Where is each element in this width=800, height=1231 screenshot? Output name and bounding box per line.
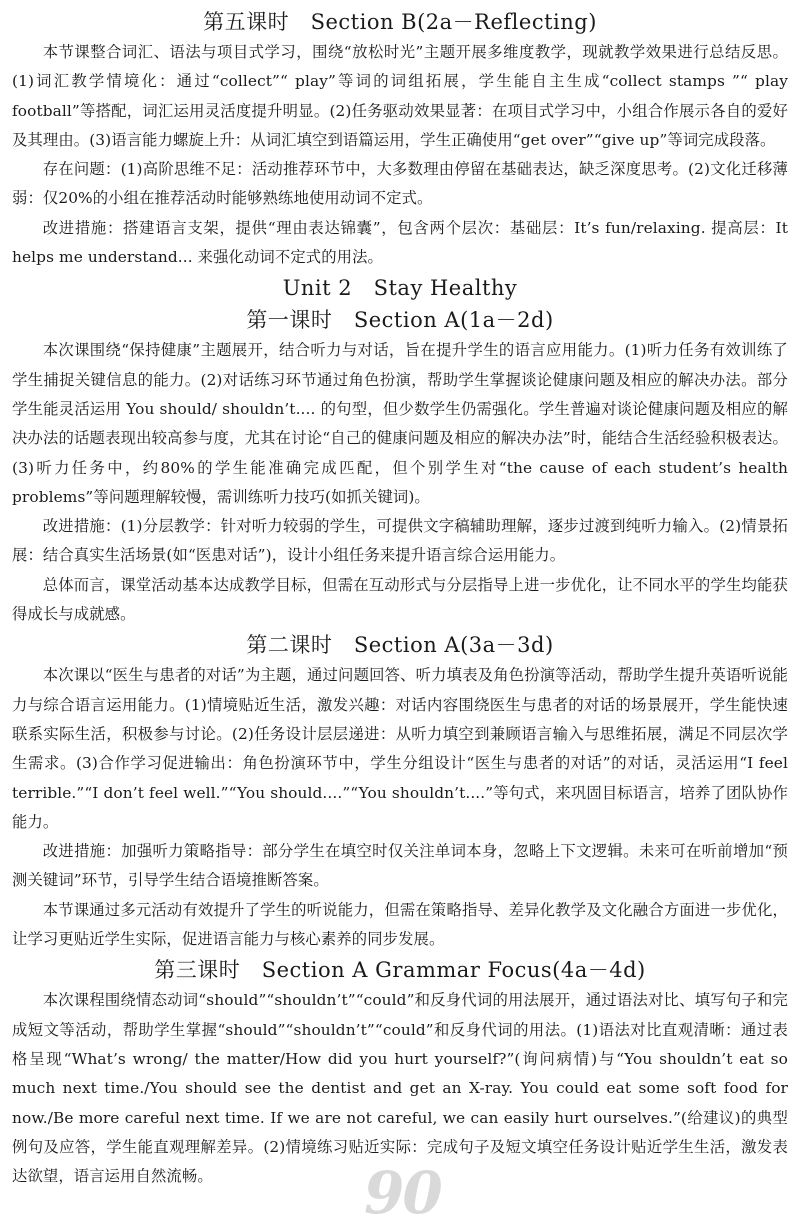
paragraph: 改进措施：搭建语言支架，提供“理由表达锦囊”，包含两个层次：基础层：It’s fun/relaxing. 提高层：It helps me understand... 来强化动词不定式的用法。 (12, 218, 788, 267)
document-body (12, 6, 788, 1191)
paragraph: 改进措施：加强听力策略指导：部分学生在填空时仅关注单词本身，忽略上下文逻辑。未来可在听前增加“预测关键词”环节，引导学生结合语境推断答案。 (12, 842, 788, 890)
paragraph: 本次课以“医生与患者的对话”为主题，通过问题回答、听力填表及角色扮演等活动，帮助学生提升英语听说能力与综合语言运用能力。(1)情境贴近生活，激发兴趣：对话内容围绕医生与患者的对话的场景展开，学生能快速联系实际生活，积极参与讨论。(2)任务设计层层递进：从听力填空到兼顾语言输入与思维拓展，满足不同层次学生需求。(3)合作学习促进输出：角色扮演环节中，学生分组设计“医生与患者的对话”的对话，灵活运用“I feel terrible.”“I don’t feel well.”“You should....”“You shouldn’t....”等句式，来巩固目标语言，培养了团队协作能力。 (12, 666, 788, 831)
paragraph: 本次课围绕“保持健康”主题展开，结合听力与对话，旨在提升学生的语言应用能力。(1)听力任务有效训练了学生捕捉关键信息的能力。(2)对话练习环节通过角色扮演，帮助学生掌握谈论健康问题及相应的解决办法。部分学生能灵活运用 You should/ shouldn’t.... 的句型，但少数学生仍需强化。学生普遍对谈论健康问题及相应的解决办法的话题表现出较高参与度，尤其在讨论“自己的健康问题及相应的解决办法”时，能结合生活经验积极表达。(3)听力任务中，约80%的学生能准确完成匹配，但个别学生对“the cause of each student’s health problems”等问题理解较慢，需训练听力技巧(如抓关键词)。 (12, 341, 788, 506)
unit-heading: Unit 2 Stay Healthy (282, 276, 518, 301)
section-heading: 第二课时 Section A(3a－3d) (246, 633, 554, 658)
paragraph: 改进措施：(1)分层教学：针对听力较弱的学生，可提供文字稿辅助理解，逐步过渡到纯听力输入。(2)情景拓展：结合真实生活场景(如“医患对话”)，设计小组任务来提升语言综合运用能力。 (12, 517, 788, 565)
section-heading: 第五课时 Section B(2a－Reflecting) (203, 10, 597, 34)
paragraph: 本节课通过多元活动有效提升了学生的听说能力，但需在策略指导、差异化教学及文化融合方面进一步优化，让学习更贴近学生实际，促进语言能力与核心素养的同步发展。 (12, 900, 788, 949)
paragraph: 总体而言，课堂活动基本达成教学目标，但需在互动形式与分层指导上进一步优化，让不同水平的学生均能获得成长与成就感。 (12, 575, 788, 624)
paragraph: 本次课程围绕情态动词“should”“shouldn’t”“could”和反身代词的用法展开，通过语法对比、填写句子和完成短文等活动，帮助学生掌握“should”“shouldn’t”“could”和反身代词的用法。(1)语法对比直观清晰：通过表格呈现“What’s wrong/ the matter/How did you hurt yourself?”(询问病情)与“You shouldn’t eat so much next time./You should see the dentist and get an X-ray. You could eat some soft food for now./Be more careful next time. If we are not careful, we can easily hurt ourselves.”(给建议)的典型例句及应答，学生能直观理解差异。(2)情境练习贴近实际：完成句子及短文填空任务设计贴近学生生活，激发表达欲望，语言运用自然流畅。 (12, 991, 788, 1186)
section-heading: 第一课时 Section A(1a－2d) (246, 308, 554, 333)
section-heading: 第三课时 Section A Grammar Focus(4a－4d) (154, 958, 646, 983)
page-number-watermark: 90 (364, 1159, 441, 1227)
document-page (12, 6, 788, 1225)
paragraph: 本节课整合词汇、语法与项目式学习，围绕“放松时光”主题开展多维度教学，现就教学效果进行总结反思。(1)词汇教学情境化：通过“collect”“ play”等词的词组拓展，学生能自主生成“collect stamps ”“ play football”等搭配，词汇运用灵活度提升明显。(2)任务驱动效果显著：在项目式学习中，小组合作展示各自的爱好及其理由。(3)语言能力螺旋上升：从词汇填空到语篇运用，学生正确使用“get over”“give up”等词完成段落。 (12, 43, 788, 149)
paragraph: 存在问题：(1)高阶思维不足：活动推荐环节中，大多数理由停留在基础表达，缺乏深度思考。(2)文化迁移薄弱：仅20%的小组在推荐活动时能够熟练地使用动词不定式。 (12, 160, 788, 208)
